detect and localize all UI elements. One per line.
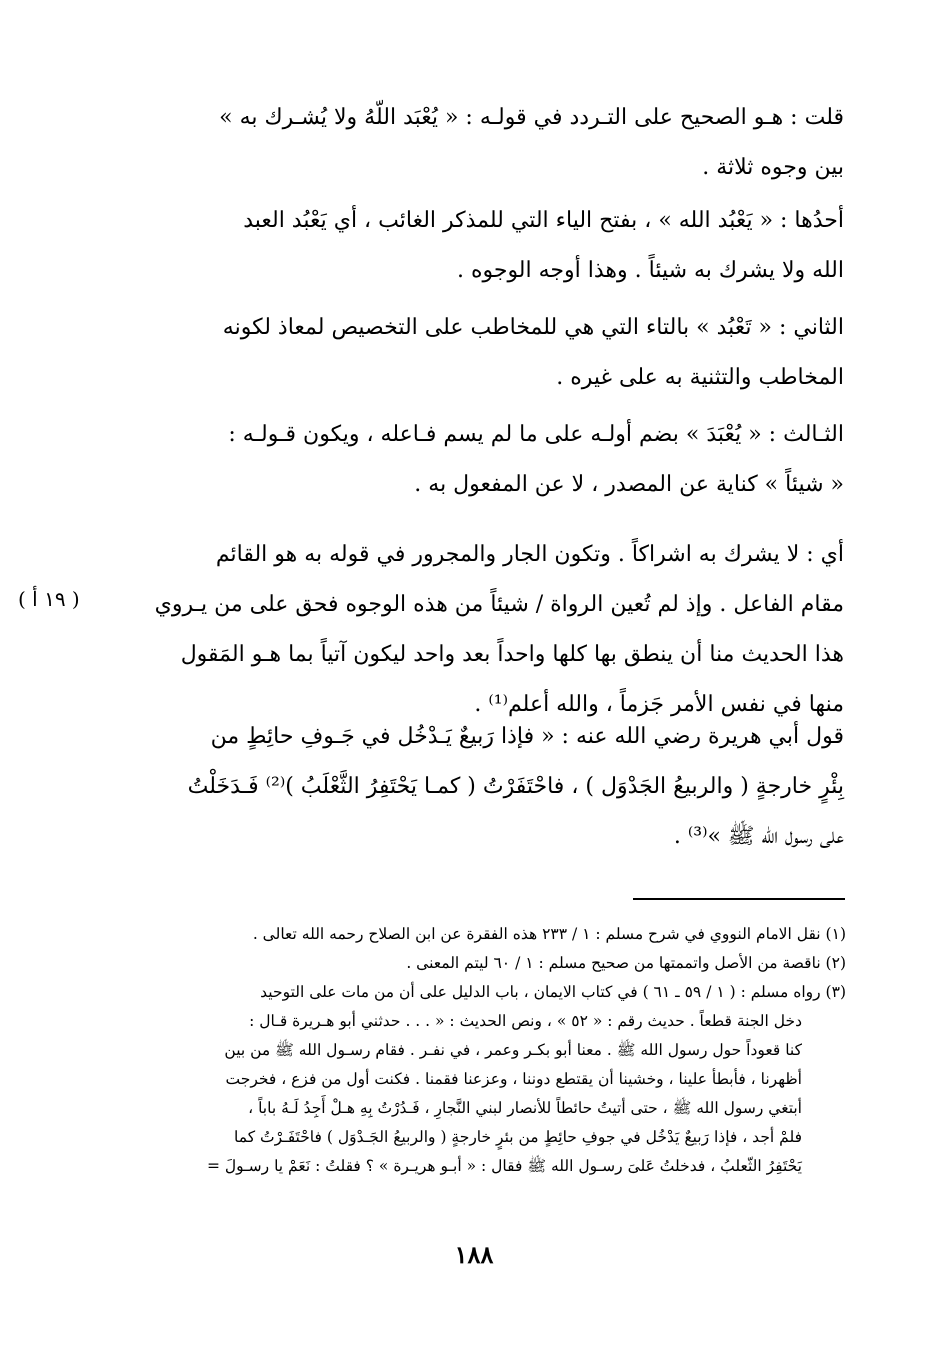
footnote-3-continuation: أبتغي رسول الله ﷺ ، حتى أتيتُ حائطاً للأنصار لبني النَّجارِ ، فَـدُرْتُ بِهِ هـلْ أَجِدُ لَـهُ باباً ، (248, 1099, 802, 1117)
text-line: الله ولا يشرك به شيئاً . وهذا أوجه الوجوه . (456, 258, 844, 283)
paragraph-6 (132, 712, 844, 862)
paragraph-5 (132, 530, 844, 730)
paragraph-1 (132, 93, 844, 193)
text-line: بِئْرٍ خارجةٍ ( والربيعُ الجَدْوَل ) ، فاحْتَفَرْتُ ( كمـا يَحْتَفِرُ الثَّعْلَبُ )⁽²⁾ فَـدَخَلْتُ (187, 774, 844, 799)
text-line: الثـالث : « يُعْبَدَ » بضم أولـه على ما لم يسم فـاعله ، ويكون قـولـه : (228, 422, 844, 447)
text-line: مقام الفاعل . وإذ لم تُعين الرواة / شيئاً من هذه الوجوه فحق على من يـروي (154, 592, 844, 617)
text-line: بين وجوه ثلاثة . (702, 155, 844, 180)
footnote-3-continuation: أظهرنا ، فأبطأ علينا ، وخشينا أن يقتطع دوننا ، وعزعنا فقمنا . فكنت أول من فزع ، فخرجت (225, 1070, 802, 1088)
text-line: قول أبي هريرة رضي الله عنه : « فإذا رَبيعٌ يَـدْخُل في جَـوفِ حائِطٍ من (210, 724, 844, 749)
text-line: الثاني : « تَعْبُد » بالتاء التي هي للمخاطب على التخصيص لمعاذ لكونه (222, 315, 844, 340)
footnote-3-continuation: كنا قعوداً حول رسول الله ﷺ . معنا أبو بكـر وعمر ، في نفـر . فقام رسـول الله ﷺ من بين (224, 1041, 802, 1059)
footnote-separator (633, 898, 845, 900)
manuscript-folio-marker: ( ١٩ أ ) (18, 587, 80, 611)
footnote-3-continuation: فلمْ أجد ، فإذا رَبيعٌ يَدْخُل في جوفِ حائِطٍ من بئرٍ خارجةٍ ( والربيعُ الجَـدْوَل ) فاحْتَفَـرْتُ كما (234, 1128, 802, 1146)
text-line: هذا الحديث منا أن ينطق بها كلها واحداً بعد واحد ليكون آتياً بما هـو المَقول (180, 642, 844, 667)
page-number: ١٨٨ (454, 1240, 494, 1269)
footnote-1: (١) نقل الامام النووي في شرح مسلم : ١ / ٢٣٣ هذه الفقرة عن ابن الصلاح رحمه الله تعالى . (252, 925, 846, 943)
text-line: المخاطب والتثنية به على غيره . (556, 365, 844, 390)
text-line: أحدُها : « يَعْبُد الله » ، بفتح الياء التي للمذكر الغائب ، أي يَعْبُد العبد (243, 208, 844, 233)
text-line: « شيئاً » كناية عن المصدر ، لا عن المفعول به . (414, 472, 844, 497)
paragraph-2 (132, 196, 844, 296)
footnotes (112, 920, 846, 1181)
paragraph-3 (132, 303, 844, 403)
text-line: أي : لا يشرك به اشراكاً . وتكون الجار والمجرور في قوله به هو القائم (215, 542, 844, 567)
footnote-3-continuation: يَحْتَفِرُ الثّعلبُ ، فدخلتُ عَلىَ رسـول الله ﷺ فقال : « أبـو هريـرة » ؟ فقلتُ : نَعَمْ يا رسـولَ = (206, 1157, 802, 1175)
footnote-3: (٣) رواه مسلم : ( ١ / ٥٩ ـ ٦١ ) في كتاب الايمان ، باب الدليل على أن من مات على التوحيد (260, 983, 846, 1001)
text-line: منها في نفس الأمر جَزماً ، والله أعلم⁽¹⁾ . (474, 692, 844, 717)
footnote-2: (٢) ناقصة من الأصل واتممتها من صحيح مسلم : ١ / ٦٠ ليتم المعنى . (406, 954, 846, 972)
text-line: على رسول الله ﷺ »⁽³⁾ . (673, 824, 844, 849)
footnote-3-continuation: دخل الجنة قطعاً . حديث رقم : « ٥٢ » ، ونص الحديث : « . . . حدثني أبو هـريرة قـال : (249, 1012, 802, 1030)
text-line: قلت : هـو الصحيح على التـردد في قولـه : « يُعْبَد اللّهُ ولا يُشـرك به » (219, 105, 844, 130)
paragraph-4 (132, 410, 844, 510)
